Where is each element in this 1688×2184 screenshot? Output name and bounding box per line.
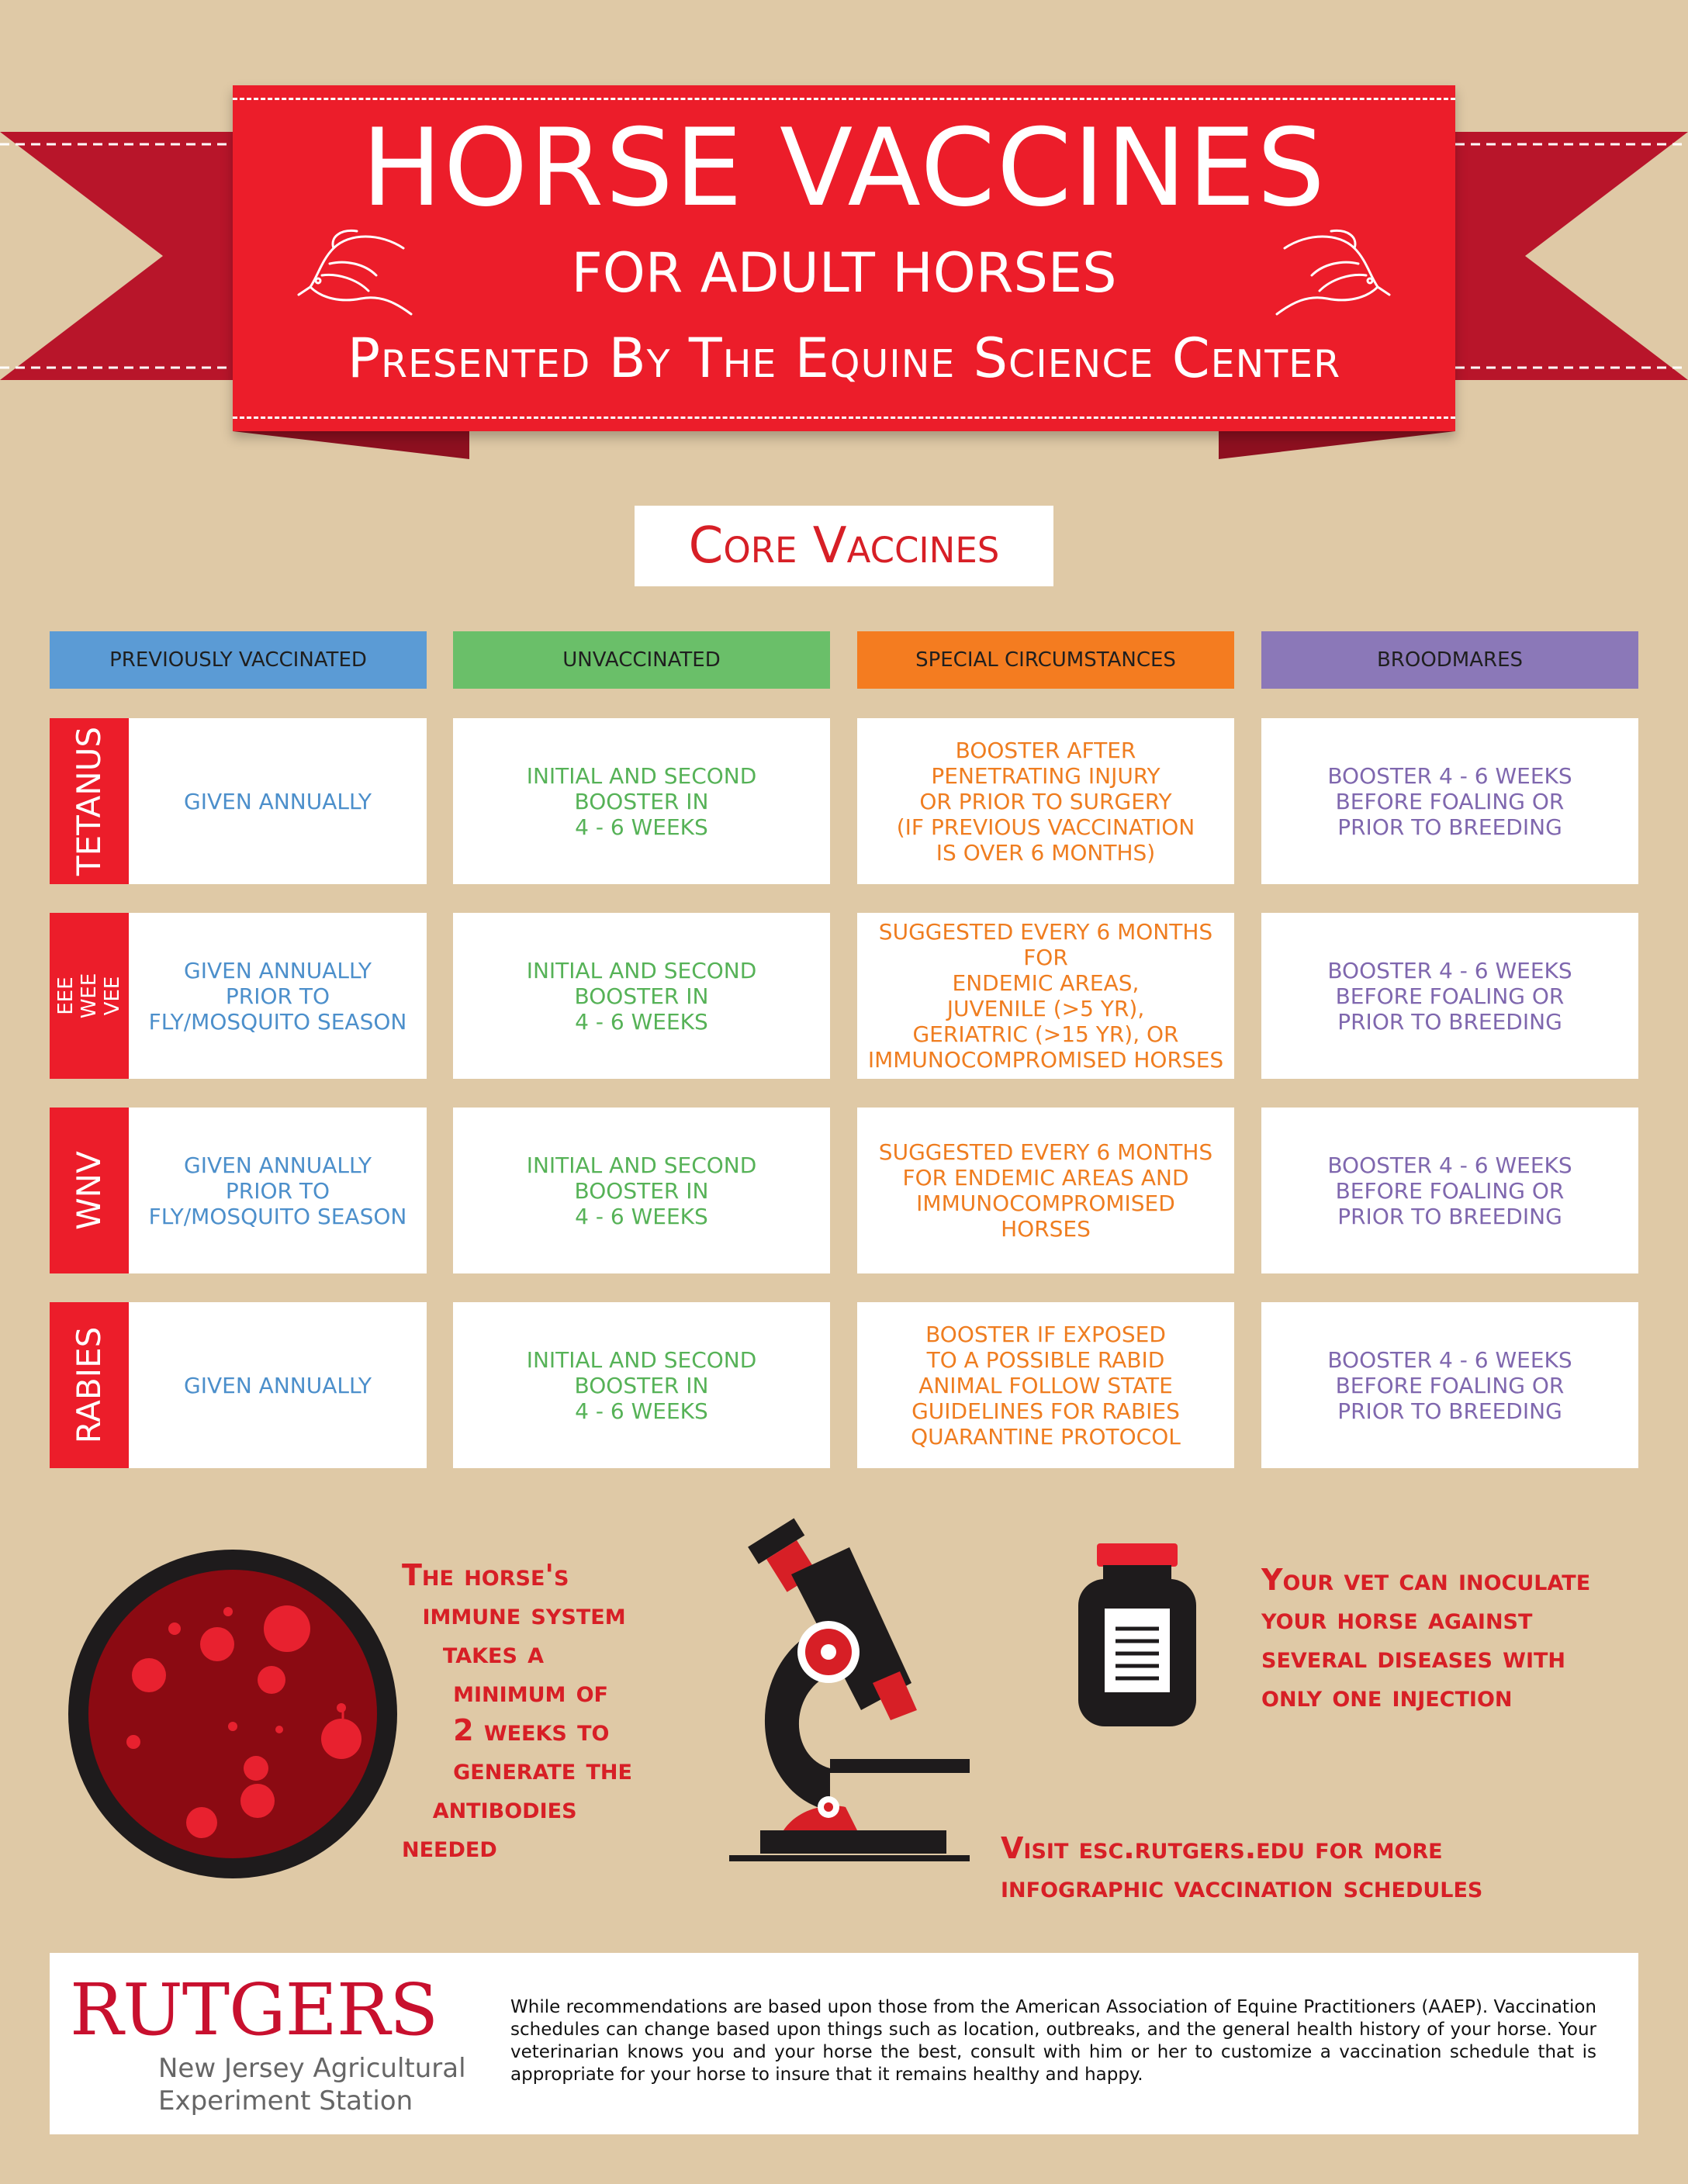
banner-title: HORSE VACCINES [361,105,1327,230]
row-label-tetanus: TETANUS [50,718,129,884]
medicine-bottle-icon [1075,1543,1199,1730]
table-cell: BOOSTER 4 - 6 WEEKS BEFORE FOALING OR PRIOR TO BREEDING [1261,1302,1638,1468]
footer [50,1953,1638,2134]
row-label-wnv: WNV [50,1108,129,1273]
table-cell: INITIAL AND SECOND BOOSTER IN 4 - 6 WEEKS [453,913,830,1079]
table-cell: BOOSTER AFTER PENETRATING INJURY OR PRIOR TO SURGERY (IF PREVIOUS VACCINATION IS OVER 6 MONTHS) [857,718,1234,884]
table-cell: BOOSTER IF EXPOSED TO A POSSIBLE RABID ANIMAL FOLLOW STATE GUIDELINES FOR RABIES QUARANTINE PROTOCOL [857,1302,1234,1468]
table-cell: INITIAL AND SECOND BOOSTER IN 4 - 6 WEEKS [453,1302,830,1468]
row-label-rabies: RABIES [50,1302,129,1468]
fact-inoculate: Your vet can inoculate your horse against several diseases with only one injection [1261,1563,1591,1713]
horse-head-right-icon [1269,225,1401,318]
banner [233,85,1455,431]
table-cell: GIVEN ANNUALLY PRIOR TO FLY/MOSQUITO SEASON [129,1108,427,1273]
banner-subtitle: FOR ADULT HORSES [571,241,1117,305]
table-cell: SUGGESTED EVERY 6 MONTHS FOR ENDEMIC AREAS AND IMMUNOCOMPROMISED HORSES [857,1108,1234,1273]
table-cell: INITIAL AND SECOND BOOSTER IN 4 - 6 WEEKS [453,718,830,884]
column-header-unvaccinated: UNVACCINATED [453,631,830,689]
microscope-icon [714,1512,977,1900]
table-cell: BOOSTER 4 - 6 WEEKS BEFORE FOALING OR PRIOR TO BREEDING [1261,913,1638,1079]
column-header-special-circumstances: SPECIAL CIRCUMSTANCES [857,631,1234,689]
table-cell: BOOSTER 4 - 6 WEEKS BEFORE FOALING OR PRIOR TO BREEDING [1261,1108,1638,1273]
rutgers-logo: RUTGERS [70,1968,438,2051]
petri-dish-icon [62,1543,403,1885]
section-title: Core Vaccines [635,506,1053,586]
row-label-eee-wee-vee: EEE WEE VEE [50,913,129,1079]
table-cell: GIVEN ANNUALLY [129,1302,427,1468]
table-cell: INITIAL AND SECOND BOOSTER IN 4 - 6 WEEKS [453,1108,830,1273]
table-cell: GIVEN ANNUALLY PRIOR TO FLY/MOSQUITO SEASON [129,913,427,1079]
table-cell: GIVEN ANNUALLY [129,718,427,884]
fact-immune-system: The horse's immune system takes a minimum of 2 weeks to generate the antibodies needed [402,1558,632,1864]
table-cell: SUGGESTED EVERY 6 MONTHS FOR ENDEMIC AREAS, JUVENILE (>5 YR), GERIATRIC (>15 YR), OR IMMUNOCOMPROMISED HORSES [857,913,1234,1079]
column-header-broodmares: BROODMARES [1261,631,1638,689]
column-header-previously-vaccinated: PREVIOUSLY VACCINATED [50,631,427,689]
visit-website-link[interactable]: Visit esc.rutgers.edu for more infographic vaccination schedules [1001,1831,1483,1904]
banner-presenter: Presented By The Equine Science Center [347,327,1341,390]
horse-head-left-icon [287,225,419,318]
disclaimer-text: While recommendations are based upon those from the American Association of Equine Practitioners (AAEP). Vaccination schedules can change based upon things such as location, outbreaks, and the general health history of your horse. Your veterinarian knows you and your horse the best, consult with him or her to customize a vaccination schedule that is appropriate for your horse to insure that it remains healthy and happy. [510,1997,1596,2085]
organization-name: New Jersey Agricultural Experiment Station [158,2053,466,2117]
table-cell: BOOSTER 4 - 6 WEEKS BEFORE FOALING OR PRIOR TO BREEDING [1261,718,1638,884]
